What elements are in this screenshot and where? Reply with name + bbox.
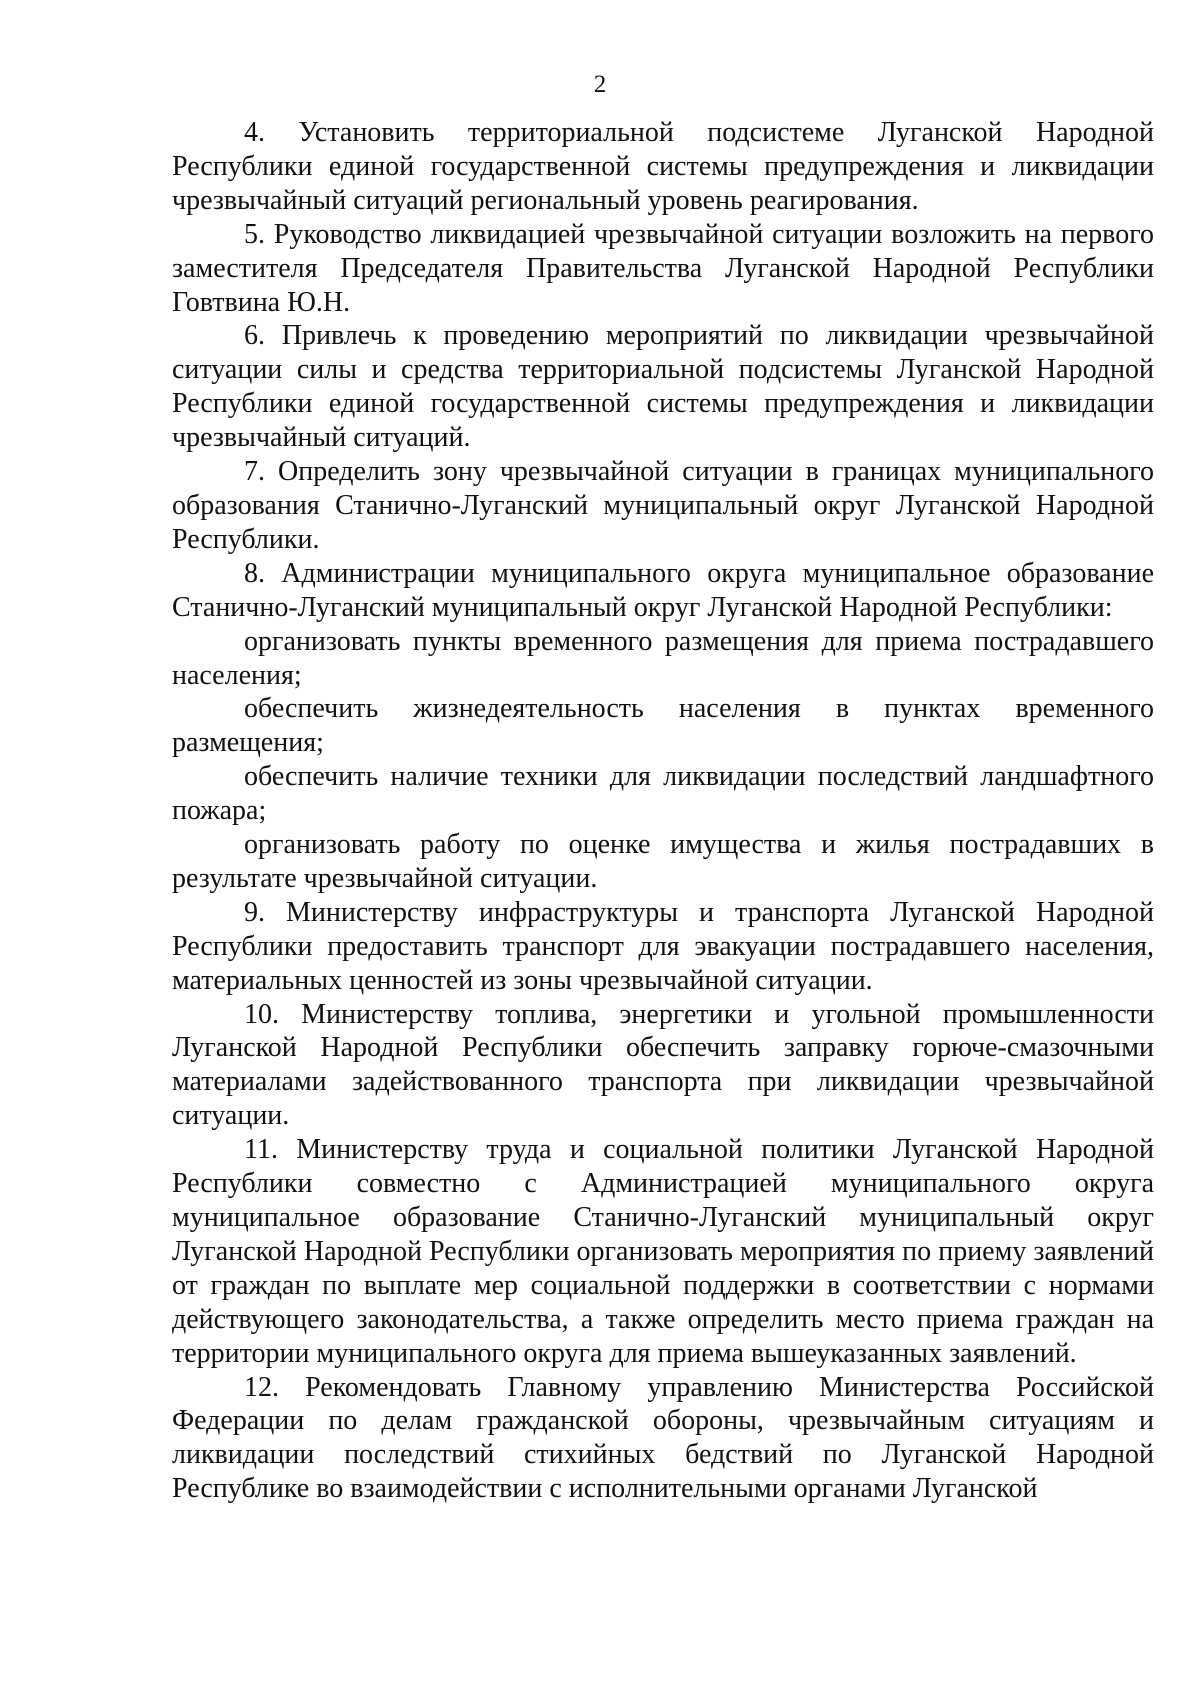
- paragraph-item-6: 6. Привлечь к проведению мероприятий по ликвидации чрезвычайной ситуации силы и средства территориальной подсистемы Луганской Народной Республики единой государственной системы предупреждения и ликвидации чрезвычайный ситуаций.: [172, 320, 1154, 454]
- paragraph-subitem-property-assessment: организовать работу по оценке имущества и жилья пострадавших в результате чрезвычайной ситуации.: [172, 829, 1154, 894]
- document-body: [172, 116, 1154, 1506]
- paragraph-subitem-life-support: обеспечить жизнедеятельность населения в пунктах временного размещения;: [172, 693, 1154, 759]
- paragraph-item-12: 12. Рекомендовать Главному управлению Министерства Российской Федерации по делам гражданской обороны, чрезвычайным ситуациям и ликвидации последствий стихийных бедствий по Луганской Народной Республике во взаимодействии с исполнительными органами Луганской: [172, 1371, 1154, 1505]
- paragraph-subitem-equipment: обеспечить наличие техники для ликвидации последствий ландшафтного пожара;: [172, 761, 1154, 827]
- paragraph-item-8: 8. Администрации муниципального округа муниципальное образование Станично-Луганский муниципальный округ Луганской Народной Республики:: [172, 557, 1154, 623]
- paragraph-item-10: 10. Министерству топлива, энергетики и угольной промышленности Луганской Народной Республики обеспечить заправку горюче-смазочными материалами задействованного транспорта при ликвидации чрезвычайной ситуации.: [172, 998, 1154, 1132]
- paragraph-item-9: 9. Министерству инфраструктуры и транспорта Луганской Народной Республики предоставить транспорт для эвакуации пострадавшего населения, материальных ценностей из зоны чрезвычайной ситуации.: [172, 896, 1154, 996]
- paragraph-item-11: 11. Министерству труда и социальной политики Луганской Народной Республики совместно с Администрацией муниципального округа муниципальное образование Станично-Луганский муниципальный округ Луганской Народной Республики организовать мероприятия по приему заявлений от граждан по выплате мер социальной поддержки в соответствии с нормами действующего законодательства, а также определить место приема граждан на территории муниципального округа для приема вышеуказанных заявлений.: [172, 1134, 1154, 1369]
- paragraph-item-4: 4. Установить территориальной подсистеме Луганской Народной Республики единой государственной системы предупреждения и ликвидации чрезвычайный ситуаций региональный уровень реагирования.: [172, 117, 1154, 216]
- paragraph-subitem-temporary-shelters: организовать пункты временного размещения для приема пострадавшего населения;: [172, 625, 1154, 691]
- paragraph-item-7: 7. Определить зону чрезвычайной ситуации в границах муниципального образования Станично-Луганский муниципальный округ Луганской Народной Республики.: [172, 456, 1154, 555]
- page-number: 2: [593, 71, 607, 98]
- paragraph-item-5: 5. Руководство ликвидацией чрезвычайной ситуации возложить на первого заместителя Председателя Правительства Луганской Народной Республики Говтвина Ю.Н.: [172, 218, 1154, 318]
